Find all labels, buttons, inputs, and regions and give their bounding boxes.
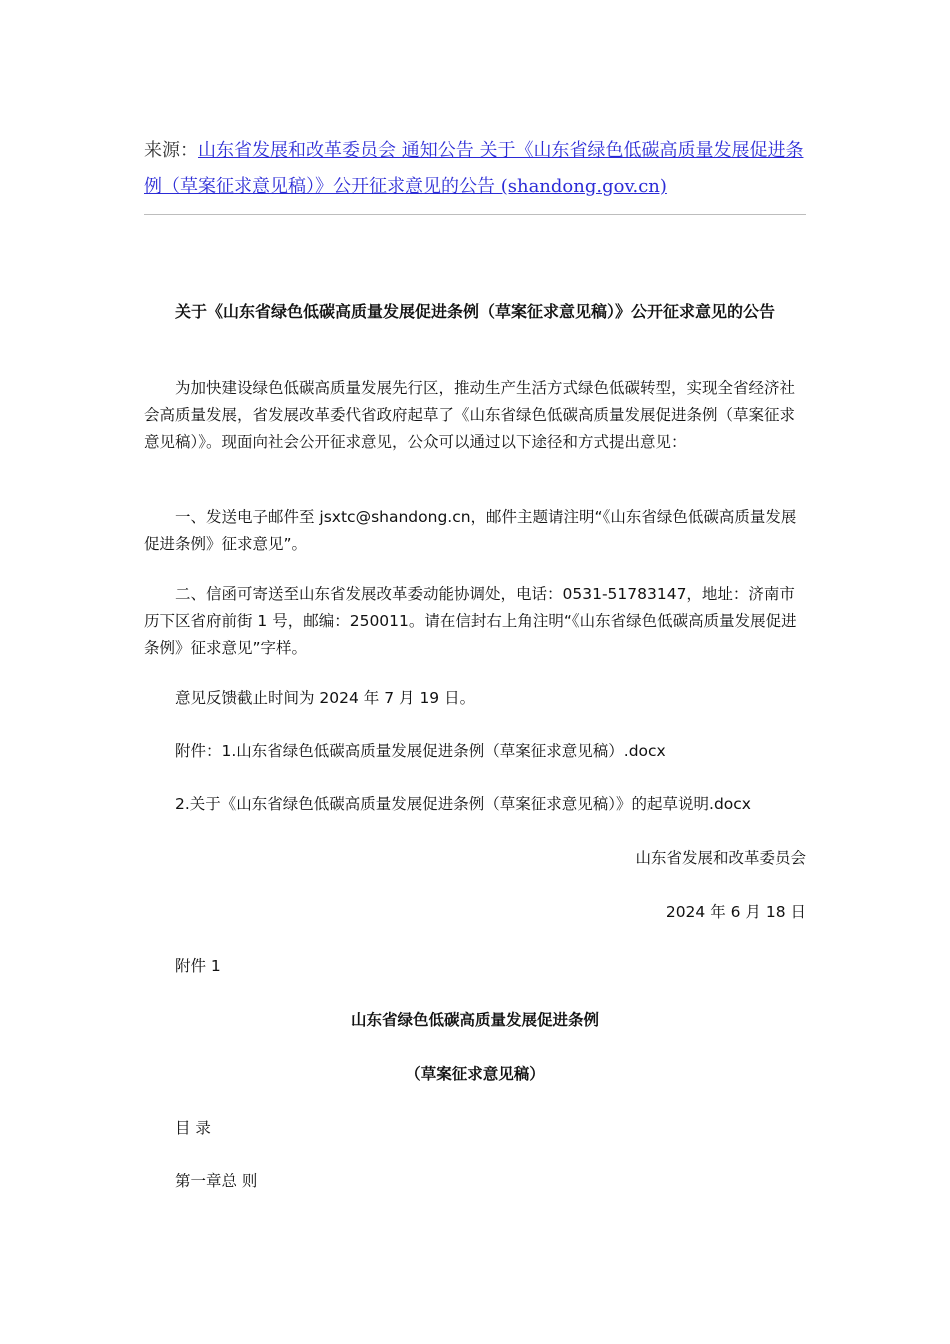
- attachment-1: 附件：1.山东省绿色低碳高质量发展促进条例（草案征求意见稿）.docx: [175, 742, 666, 760]
- source-link[interactable]: 山东省发展和改革委员会 通知公告 关于《山东省绿色低碳高质量发展促进条例（草案征求意见稿）》公开征求意见的公告 (shandong.gov.cn): [144, 140, 804, 197]
- item-email: 一、发送电子邮件至 jsxtc@shandong.cn，邮件主题请注明“《山东省绿色低碳高质量发展促进条例》征求意见”。: [144, 508, 797, 553]
- divider: [144, 214, 806, 215]
- annex-title: 山东省绿色低碳高质量发展促进条例: [350, 1011, 599, 1029]
- toc-label: 目 录: [175, 1119, 211, 1137]
- document-title: 关于《山东省绿色低碳高质量发展促进条例（草案征求意见稿）》公开征求意见的公告: [174, 302, 775, 321]
- signer: 山东省发展和改革委员会: [635, 849, 806, 867]
- deadline-paragraph: 意见反馈截止时间为 2024 年 7 月 19 日。: [175, 689, 476, 707]
- attachment-2: 2.关于《山东省绿色低碳高质量发展促进条例（草案征求意见稿）》的起草说明.docx: [175, 795, 751, 813]
- intro-paragraph: 为加快建设绿色低碳高质量发展先行区，推动生产生活方式绿色低碳转型，实现全省经济社会高质量发展，省发展改革委代省政府起草了《山东省绿色低碳高质量发展促进条例（草案征求意见稿）》。现面向社会公开征求意见，公众可以通过以下途径和方式提出意见：: [144, 379, 796, 451]
- source-label: 来源：: [144, 140, 198, 161]
- annex-label: 附件 1: [175, 957, 221, 975]
- chapter-1-heading: 第一章总 则: [175, 1172, 258, 1190]
- source-line: [144, 133, 808, 205]
- signing-date: 2024 年 6 月 18 日: [665, 903, 806, 921]
- item-mail: 二、信函可寄送至山东省发展改革委动能协调处，电话：0531-51783147，地址：济南市历下区省府前街 1 号，邮编：250011。请在信封右上角注明“《山东省绿色低碳高质量发展促进条例》征求意见”字样。: [144, 585, 797, 657]
- annex-subtitle: （草案征求意见稿）: [405, 1065, 545, 1083]
